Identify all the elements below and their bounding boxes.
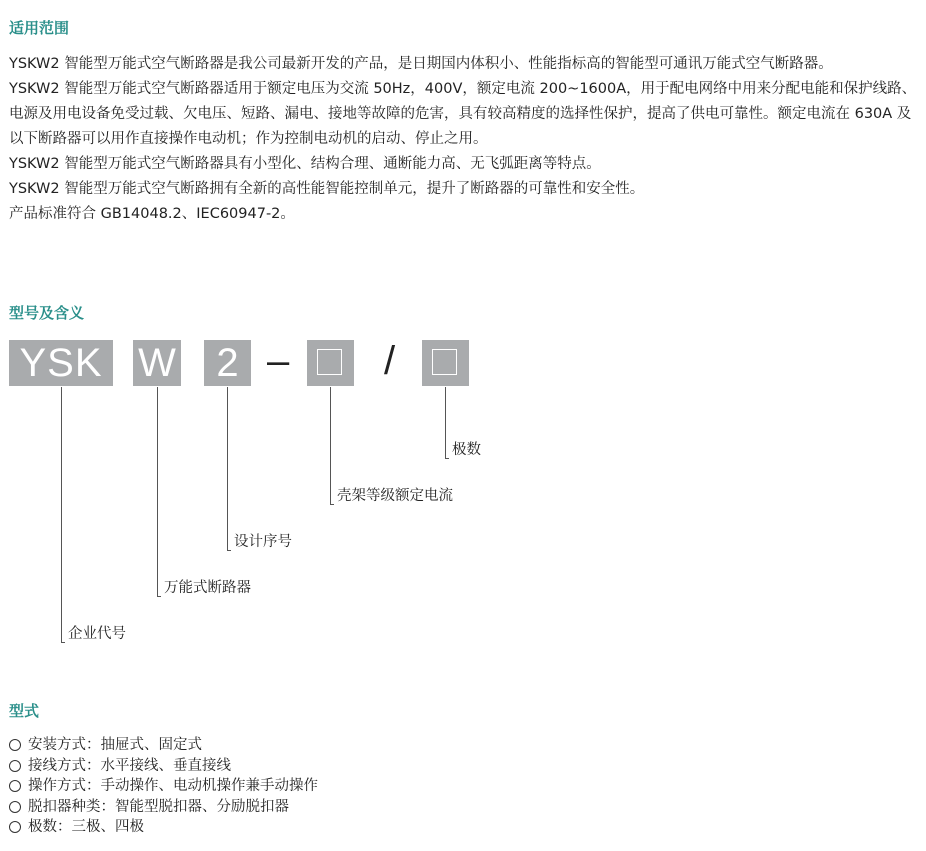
connector-line: [157, 387, 158, 596]
scope-paragraph: 产品标准符合 GB14048.2、IEC60947-2。: [9, 206, 295, 222]
circle-bullet-icon: [9, 760, 21, 772]
code-box-w: W: [133, 340, 181, 386]
scope-paragraph: YSKW2 智能型万能式空气断路拥有全新的高性能智能控制单元，提升了断路器的可靠性和安全性。: [9, 181, 645, 197]
connector-line: [330, 387, 331, 504]
model-title: 型号及含义: [9, 304, 85, 322]
code-box-frame-current: [307, 340, 354, 386]
scope-title: 适用范围: [9, 19, 70, 37]
label-poles: 极数: [452, 442, 481, 458]
placeholder-square-icon: [432, 349, 457, 375]
list-item-text: 极数：三极、四极: [28, 819, 144, 835]
connector-line: [445, 458, 449, 459]
label-frame-current: 壳架等级额定电流: [337, 488, 453, 504]
code-box-ysk: YSK: [9, 340, 113, 386]
connector-line: [330, 504, 334, 505]
label-design-seq: 设计序号: [234, 534, 292, 550]
code-box-2: 2: [204, 340, 251, 386]
types-list: [9, 735, 318, 838]
scope-paragraph: YSKW2 智能型万能式空气断路器适用于额定电压为交流 50Hz，400V，额定电流 200~1600A，用于配电网络中用来分配电能和保护线路、电源及用电设备免受过载、欠电压、短路、漏电、接地等故障的危害，具有较高精度的选择性保护，提高了供电可靠性。额定电流在 630A 及以下断路器可以用作直接操作电动机；作为控制电动机的启动、停止之用。: [9, 81, 917, 147]
connector-line: [227, 387, 228, 550]
list-item: [9, 776, 318, 797]
types-title: 型式: [9, 702, 40, 720]
list-item: [9, 756, 318, 777]
circle-bullet-icon: [9, 739, 21, 751]
list-item-text: 安装方式：抽屉式、固定式: [28, 737, 202, 753]
connector-line: [445, 387, 446, 458]
label-company-code: 企业代号: [68, 626, 126, 642]
label-universal-breaker: 万能式断路器: [164, 580, 251, 596]
connector-line: [61, 642, 65, 643]
circle-bullet-icon: [9, 801, 21, 813]
connector-line: [157, 596, 161, 597]
scope-paragraph: YSKW2 智能型万能式空气断路器是我公司最新开发的产品，是日期国内体积小、性能指标高的智能型可通讯万能式空气断路器。: [9, 56, 833, 72]
connector-line: [61, 387, 62, 642]
connector-line: [227, 550, 231, 551]
code-separator-dash: –: [267, 339, 290, 383]
scope-paragraph: YSKW2 智能型万能式空气断路器具有小型化、结构合理、通断能力高、无飞弧距离等特点。: [9, 156, 601, 172]
placeholder-square-icon: [317, 349, 342, 375]
list-item: [9, 817, 318, 838]
list-item-text: 接线方式：水平接线、垂直接线: [28, 757, 231, 774]
scope-description: [9, 52, 921, 227]
code-separator-slash: /: [384, 339, 396, 383]
list-item-text: 脱扣器种类：智能型脱扣器、分励脱扣器: [28, 798, 289, 815]
circle-bullet-icon: [9, 821, 21, 833]
circle-bullet-icon: [9, 780, 21, 792]
list-item: [9, 735, 318, 756]
list-item-text: 操作方式：手动操作、电动机操作兼手动操作: [28, 778, 318, 794]
code-box-poles: [422, 340, 469, 386]
list-item: [9, 797, 318, 818]
